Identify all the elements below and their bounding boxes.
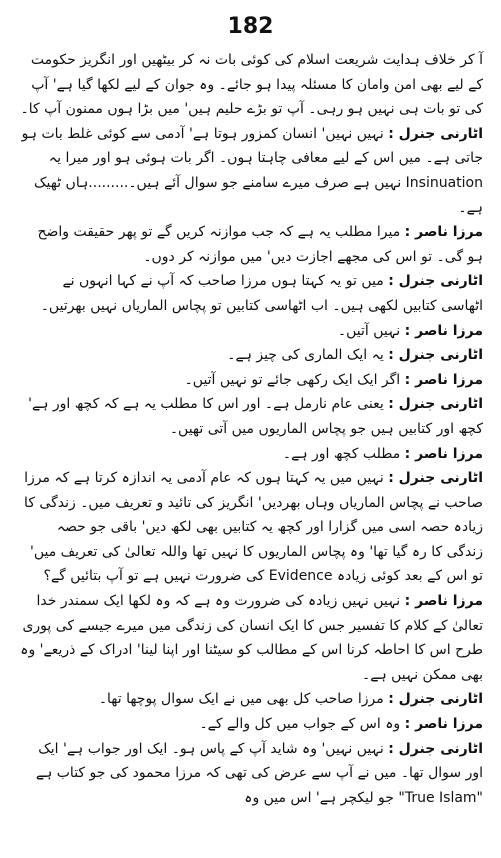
paragraph	[18, 737, 483, 811]
paragraph	[18, 712, 483, 737]
speaker-label: اٹارنی جنرل :	[388, 470, 483, 487]
paragraph-text: میرا مطلب یہ ہے کہ جب موازنہ کریں گے تو پھر حقیقت واضح ہو گی۔ تو اس کی مجھے اجازت دیں' میں موازنہ کر دوں۔	[37, 224, 483, 265]
paragraph-text: نہیں نہیں' انسان کمزور ہوتا ہے' آدمی سے کوئی غلط بات ہو جاتی ہے۔ میں اس کے لیے معافی چاہتا ہوں۔ اگر بات ہوئی ہو اور میرا یہ Insinuation نہیں ہے صرف میرے سامنے جو سوال آئے ہیں۔.........ہاں ٹھیک ہے۔	[21, 125, 483, 216]
speaker-label: اٹارنی جنرل :	[388, 273, 483, 290]
paragraph-text: یعنی عام نارمل ہے۔ اور اس کا مطلب یہ ہے کہ کچھ اور ہے' کچھ اور کتابیں ہیں جو پچاس الماریوں میں آتی تھیں۔	[28, 396, 483, 437]
paragraph	[18, 466, 483, 589]
paragraph-text: مطلب کچھ اور ہے۔	[282, 445, 401, 462]
paragraph	[18, 368, 483, 393]
speaker-label: مرزا ناصر :	[404, 371, 483, 388]
paragraph	[18, 319, 483, 344]
speaker-label: اٹارنی جنرل :	[388, 347, 483, 364]
paragraph	[18, 122, 483, 220]
paragraph-text: وہ اس کے جواب میں کل والے کے۔	[199, 716, 401, 733]
paragraph	[18, 343, 483, 368]
speaker-label: مرزا ناصر :	[404, 322, 483, 339]
speaker-label: مرزا ناصر :	[404, 445, 483, 462]
paragraph	[18, 220, 483, 269]
speaker-label: اٹارنی جنرل :	[388, 396, 483, 413]
paragraph-text: میں تو یہ کہتا ہوں مرزا صاحب کہ آپ نے کہا انہوں نے اٹھاسی کتابیں لکھی ہیں۔ اب اٹھاسی کتابیں تو پچاس الماریاں نہیں بھرتیں۔	[40, 273, 483, 314]
paragraph	[18, 269, 483, 318]
paragraph-text: آ کر خلاف ہدایت شریعت اسلام کی کوئی بات نہ کر بیٹھیں اور انگریز حکومت کے لیے بھی امن وامان کا مسئلہ پیدا ہو جائے۔ وہ جوان کے لیے لکھا گیا ہے' آپ کی تو بات ہی نہیں ہو رہی۔ آپ تو بڑے حلیم ہیں' میں بڑا ہوں ممنون آپ کا۔	[20, 52, 483, 118]
paragraph-text: اگر ایک ایک رکھی جائے تو نہیں آتیں۔	[184, 371, 401, 388]
speaker-label: اٹارنی جنرل :	[388, 125, 483, 142]
paragraph-text: نہیں نہیں زیادہ کی ضرورت وہ ہے کہ وہ لکھا ایک سمندر خدا تعالیٰ کے کلام کا تفسیر جس کا ایک انسان کی زندگی میں میرے جیسے کی پوری طرح اس کا احاطہ کرنا اس کے مطالب کو سیٹنا اور اپنا لینا' ادراک کے ذریعے' وہ بھی ممکن نہیں ہے۔	[20, 593, 483, 683]
page-body	[18, 48, 483, 810]
paragraph	[18, 48, 483, 122]
speaker-label: اٹارنی جنرل :	[388, 740, 483, 757]
paragraph	[18, 589, 483, 687]
paragraph-text: یہ ایک الماری کی چیز ہے۔	[227, 347, 384, 364]
speaker-label: مرزا ناصر :	[404, 716, 483, 733]
paragraph	[18, 687, 483, 712]
page-number: 182	[227, 14, 274, 39]
speaker-label: مرزا ناصر :	[404, 593, 483, 610]
paragraph-text: نہیں آتیں۔	[337, 322, 401, 339]
paragraph-text: نہیں میں یہ کہتا ہوں کہ عام آدمی یہ اندازہ کرتا ہے کہ مرزا صاحب نے پچاس الماریاں وہاں بھردیں' انگریز کی تائید و تعریف میں۔ زندگی کا زیادہ حصہ اسی میں گزارا اور کچھ یہ کتابیں بھی لکھ دیں' باقی جو حصہ زندگی کا رہ گیا تھا' وہ پچاس الماریوں کا نہیں تھا واللہ تعالیٰ کی تعریف میں' تو اس کے بعد کوئی زیادہ Evidence کی ضرورت نہیں ہے تو آپ بتائیں گے؟	[24, 470, 483, 585]
paragraph-text: مرزا صاحب کل بھی میں نے ایک سوال پوچھا تھا۔	[98, 691, 384, 708]
speaker-label: اٹارنی جنرل :	[388, 691, 483, 708]
paragraph	[18, 392, 483, 441]
paragraph	[18, 442, 483, 467]
speaker-label: مرزا ناصر :	[404, 224, 483, 241]
paragraph-text: نہیں نہیں' وہ شاید آپ کے پاس ہو۔ ایک اور جواب ہے' ایک اور سوال تھا۔ میں نے آپ سے عرض کی تھی کہ مرزا محمود کی جو کتاب ہے "True Islam" جو لیکچر ہے' اس میں وہ	[35, 740, 483, 806]
